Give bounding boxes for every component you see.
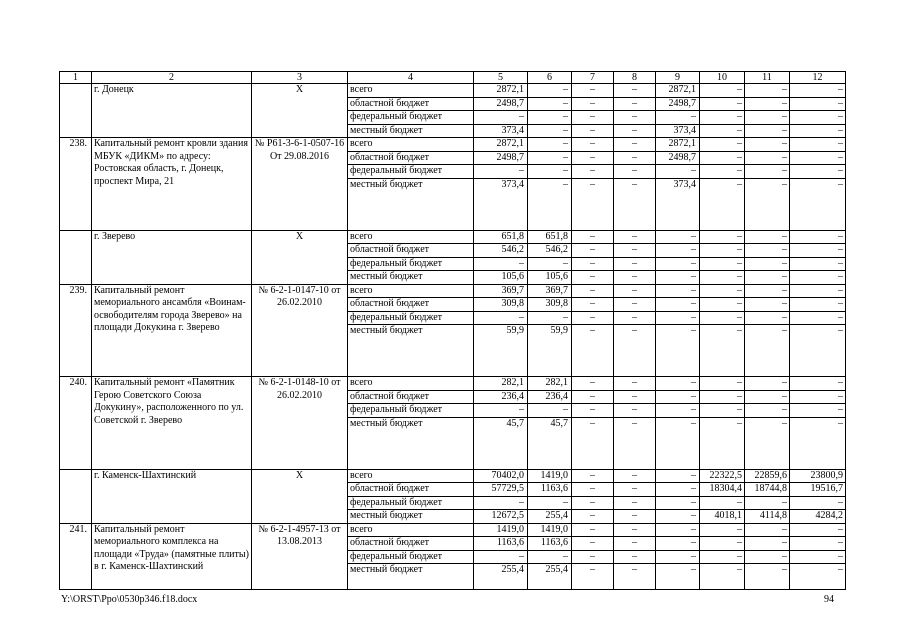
amount-cell: – [614,404,656,418]
item-row [60,138,846,152]
amount-cell: – [656,417,700,469]
amount-cell: 2498,7 [656,97,700,111]
amount-cell: – [572,564,614,590]
amount-cell: – [572,178,614,230]
budget-type-cell: областной бюджет [348,244,474,258]
object-name-cell: г. Донецк [92,84,252,138]
amount-cell: 1163,6 [528,537,572,551]
amount-cell: – [614,496,656,510]
amount-cell: 1163,6 [474,537,528,551]
amount-cell: – [656,244,700,258]
amount-cell: – [528,178,572,230]
object-name-cell: Капитальный ремонт кровли здания МБУК «ДИКМ» по адресу: Ростовская область, г. Донецк, проспект Мира, 21 [92,138,252,231]
amount-cell: – [528,311,572,325]
footer-file-path: Y:\ORST\Ppo\0530p346.f18.docx [61,594,198,605]
amount-cell: – [614,257,656,271]
amount-cell: – [790,271,846,285]
amount-cell: – [745,97,790,111]
amount-cell: 369,7 [528,284,572,298]
amount-cell: 236,4 [528,390,572,404]
amount-cell: – [528,111,572,125]
amount-cell: – [790,178,846,230]
amount-cell: – [572,271,614,285]
budget-type-cell: областной бюджет [348,483,474,497]
city-row [60,84,846,98]
amount-cell: – [790,311,846,325]
amount-cell: 2872,1 [474,84,528,98]
document-cell: Х [252,469,348,523]
amount-cell: – [614,537,656,551]
amount-cell: – [614,483,656,497]
budget-type-cell: областной бюджет [348,298,474,312]
amount-cell: – [614,271,656,285]
amount-cell: – [745,84,790,98]
amount-cell: 22322,5 [700,469,745,483]
amount-cell: – [656,298,700,312]
amount-cell: – [745,496,790,510]
amount-cell: – [572,510,614,524]
amount-cell: 651,8 [528,230,572,244]
column-number-header [60,72,846,84]
row-number-cell: 239. [60,284,92,377]
amount-cell: – [572,325,614,377]
amount-cell: – [572,97,614,111]
amount-cell: – [572,151,614,165]
amount-cell: – [745,564,790,590]
amount-cell: – [572,469,614,483]
document-cell: Х [252,230,348,284]
amount-cell: – [700,178,745,230]
header-cell: 10 [700,72,745,84]
header-cell: 4 [348,72,474,84]
item-row [60,523,846,537]
amount-cell: – [700,325,745,377]
amount-cell: – [528,165,572,179]
amount-cell: – [614,230,656,244]
object-name-cell: Капитальный ремонт мемориального ансамбля «Воинам-освободителям города Зверево» на площади Докукина г. Зверево [92,284,252,377]
amount-cell: – [528,97,572,111]
amount-cell: – [745,165,790,179]
amount-cell: – [572,298,614,312]
amount-cell: – [700,97,745,111]
amount-cell: – [790,124,846,138]
amount-cell: – [614,151,656,165]
amount-cell: – [656,483,700,497]
amount-cell: – [700,138,745,152]
amount-cell: – [790,377,846,391]
header-cell: 1 [60,72,92,84]
amount-cell: 18304,4 [700,483,745,497]
amount-cell: – [790,97,846,111]
amount-cell: – [614,84,656,98]
amount-cell: – [656,496,700,510]
amount-cell: 1419,0 [474,523,528,537]
row-number-cell: 238. [60,138,92,231]
amount-cell: – [656,284,700,298]
header-cell: 6 [528,72,572,84]
header-cell: 9 [656,72,700,84]
amount-cell: – [656,537,700,551]
amount-cell: – [614,510,656,524]
budget-type-cell: областной бюджет [348,97,474,111]
amount-cell: – [700,111,745,125]
amount-cell: – [745,284,790,298]
amount-cell: – [528,124,572,138]
amount-cell: – [474,311,528,325]
amount-cell: – [745,550,790,564]
budget-type-cell: местный бюджет [348,271,474,285]
amount-cell: 373,4 [474,124,528,138]
amount-cell: – [572,284,614,298]
amount-cell: – [572,390,614,404]
amount-cell: 22859,6 [745,469,790,483]
amount-cell: – [572,550,614,564]
amount-cell: – [745,271,790,285]
amount-cell: – [700,390,745,404]
amount-cell: – [745,404,790,418]
table-body [60,72,846,590]
amount-cell: – [700,151,745,165]
amount-cell: – [572,257,614,271]
document-cell: № 6-2-1-4957-13 от 13.08.2013 [252,523,348,590]
row-number-cell [60,469,92,523]
amount-cell: – [656,325,700,377]
amount-cell: – [656,311,700,325]
amount-cell: – [790,417,846,469]
budget-type-cell: местный бюджет [348,564,474,590]
amount-cell: – [614,244,656,258]
amount-cell: 373,4 [656,178,700,230]
amount-cell: – [745,124,790,138]
amount-cell: – [614,97,656,111]
amount-cell: 282,1 [528,377,572,391]
item-row [60,284,846,298]
amount-cell: – [528,257,572,271]
budget-type-cell: местный бюджет [348,124,474,138]
amount-cell: – [745,523,790,537]
document-cell: № 6-2-1-0147-10 от 26.02.2010 [252,284,348,377]
amount-cell: – [656,390,700,404]
amount-cell: – [790,111,846,125]
amount-cell: – [528,550,572,564]
amount-cell: – [474,496,528,510]
amount-cell: 2872,1 [474,138,528,152]
amount-cell: – [700,564,745,590]
amount-cell: – [745,138,790,152]
header-cell: 12 [790,72,846,84]
object-name-cell: Капитальный ремонт мемориального комплекса на площади «Труда» (памятные плиты) в г. Каменск-Шахтинский [92,523,252,590]
document-cell: № 6-2-1-0148-10 от 26.02.2010 [252,377,348,470]
amount-cell: – [614,178,656,230]
amount-cell: – [656,111,700,125]
amount-cell: – [572,124,614,138]
amount-cell: – [700,311,745,325]
amount-cell: 309,8 [528,298,572,312]
amount-cell: 1419,0 [528,469,572,483]
budget-type-cell: местный бюджет [348,417,474,469]
header-cell: 2 [92,72,252,84]
budget-table [59,71,846,590]
amount-cell: – [790,257,846,271]
amount-cell: – [614,111,656,125]
amount-cell: 282,1 [474,377,528,391]
amount-cell: 4018,1 [700,510,745,524]
amount-cell: – [700,257,745,271]
amount-cell: – [656,257,700,271]
row-number-cell: 240. [60,377,92,470]
budget-type-cell: всего [348,377,474,391]
budget-type-cell: местный бюджет [348,510,474,524]
amount-cell: – [700,124,745,138]
budget-type-cell: всего [348,84,474,98]
amount-cell: – [474,111,528,125]
amount-cell: – [572,111,614,125]
object-name-cell: г. Зверево [92,230,252,284]
amount-cell: – [572,483,614,497]
amount-cell: 12672,5 [474,510,528,524]
amount-cell: – [745,325,790,377]
budget-type-cell: федеральный бюджет [348,111,474,125]
document-cell: № Р61-3-6-1-0507-16 От 29.08.2016 [252,138,348,231]
amount-cell: – [790,537,846,551]
amount-cell: – [528,496,572,510]
amount-cell: – [700,230,745,244]
amount-cell: – [572,84,614,98]
amount-cell: – [656,271,700,285]
amount-cell: – [572,311,614,325]
budget-type-cell: федеральный бюджет [348,311,474,325]
amount-cell: 309,8 [474,298,528,312]
amount-cell: – [572,417,614,469]
amount-cell: – [614,124,656,138]
amount-cell: – [790,284,846,298]
row-number-cell [60,84,92,138]
amount-cell: – [614,138,656,152]
amount-cell: – [572,165,614,179]
amount-cell: 70402,0 [474,469,528,483]
amount-cell: 18744,8 [745,483,790,497]
amount-cell: – [700,417,745,469]
amount-cell: 1419,0 [528,523,572,537]
document-cell: Х [252,84,348,138]
amount-cell: – [474,404,528,418]
amount-cell: 105,6 [528,271,572,285]
amount-cell: – [614,298,656,312]
amount-cell: – [474,550,528,564]
amount-cell: – [745,244,790,258]
amount-cell: – [790,404,846,418]
item-row [60,377,846,391]
budget-type-cell: федеральный бюджет [348,550,474,564]
amount-cell: – [572,496,614,510]
amount-cell: 236,4 [474,390,528,404]
page-number: 94 [824,594,834,605]
budget-type-cell: всего [348,523,474,537]
amount-cell: – [614,284,656,298]
amount-cell: 4114,8 [745,510,790,524]
amount-cell: 255,4 [528,564,572,590]
amount-cell: – [614,564,656,590]
amount-cell: 19516,7 [790,483,846,497]
amount-cell: – [790,390,846,404]
amount-cell: – [572,230,614,244]
amount-cell: – [474,165,528,179]
amount-cell: 2498,7 [474,97,528,111]
amount-cell: 546,2 [474,244,528,258]
amount-cell: – [790,244,846,258]
amount-cell: 59,9 [528,325,572,377]
amount-cell: – [745,537,790,551]
amount-cell: – [474,257,528,271]
amount-cell: – [745,377,790,391]
amount-cell: – [700,244,745,258]
budget-type-cell: всего [348,469,474,483]
amount-cell: – [614,377,656,391]
amount-cell: – [745,257,790,271]
budget-type-cell: областной бюджет [348,151,474,165]
object-name-cell: Капитальный ремонт «Памятник Герою Советского Союза Докукину», расположенного по ул. Советской г. Зверево [92,377,252,470]
amount-cell: – [790,151,846,165]
amount-cell: – [790,523,846,537]
amount-cell: – [614,550,656,564]
amount-cell: – [700,496,745,510]
amount-cell: 2498,7 [474,151,528,165]
header-cell: 8 [614,72,656,84]
amount-cell: 57729,5 [474,483,528,497]
amount-cell: – [656,469,700,483]
amount-cell: 2872,1 [656,84,700,98]
amount-cell: 59,9 [474,325,528,377]
city-row [60,469,846,483]
amount-cell: – [790,550,846,564]
amount-cell: – [745,230,790,244]
header-cell: 11 [745,72,790,84]
budget-type-cell: всего [348,230,474,244]
amount-cell: 45,7 [528,417,572,469]
amount-cell: – [656,550,700,564]
header-cell: 5 [474,72,528,84]
amount-cell: – [614,417,656,469]
amount-cell: – [700,537,745,551]
amount-cell: – [656,564,700,590]
amount-cell: – [572,244,614,258]
amount-cell: – [572,138,614,152]
budget-type-cell: федеральный бюджет [348,257,474,271]
amount-cell: – [790,84,846,98]
amount-cell: – [656,523,700,537]
amount-cell: – [614,523,656,537]
amount-cell: – [572,537,614,551]
object-name-cell: г. Каменск-Шахтинский [92,469,252,523]
amount-cell: 651,8 [474,230,528,244]
amount-cell: – [614,311,656,325]
city-row [60,230,846,244]
amount-cell: 2498,7 [656,151,700,165]
budget-type-cell: всего [348,138,474,152]
amount-cell: – [700,550,745,564]
row-number-cell [60,230,92,284]
budget-type-cell: областной бюджет [348,537,474,551]
amount-cell: – [572,523,614,537]
amount-cell: – [790,165,846,179]
budget-type-cell: федеральный бюджет [348,404,474,418]
amount-cell: – [656,165,700,179]
amount-cell: 369,7 [474,284,528,298]
amount-cell: – [614,469,656,483]
budget-type-cell: местный бюджет [348,178,474,230]
header-cell: 7 [572,72,614,84]
budget-type-cell: федеральный бюджет [348,165,474,179]
amount-cell: – [790,230,846,244]
amount-cell: 4284,2 [790,510,846,524]
amount-cell: – [614,390,656,404]
budget-type-cell: областной бюджет [348,390,474,404]
amount-cell: – [528,138,572,152]
amount-cell: 373,4 [474,178,528,230]
amount-cell: – [528,404,572,418]
amount-cell: – [745,178,790,230]
amount-cell: – [528,84,572,98]
amount-cell: 255,4 [474,564,528,590]
amount-cell: – [700,523,745,537]
amount-cell: – [700,84,745,98]
budget-type-cell: федеральный бюджет [348,496,474,510]
amount-cell: 373,4 [656,124,700,138]
amount-cell: 105,6 [474,271,528,285]
amount-cell: – [745,111,790,125]
amount-cell: – [656,510,700,524]
amount-cell: – [572,377,614,391]
amount-cell: – [745,298,790,312]
amount-cell: – [700,404,745,418]
amount-cell: – [700,165,745,179]
amount-cell: – [790,325,846,377]
budget-type-cell: всего [348,284,474,298]
amount-cell: – [572,404,614,418]
amount-cell: – [745,390,790,404]
amount-cell: – [745,151,790,165]
amount-cell: – [700,377,745,391]
header-cell: 3 [252,72,348,84]
amount-cell: – [614,165,656,179]
amount-cell: 23800,9 [790,469,846,483]
row-number-cell: 241. [60,523,92,590]
amount-cell: – [528,151,572,165]
amount-cell: – [656,230,700,244]
amount-cell: – [790,298,846,312]
amount-cell: 1163,6 [528,483,572,497]
amount-cell: 45,7 [474,417,528,469]
amount-cell: 546,2 [528,244,572,258]
amount-cell: – [700,271,745,285]
amount-cell: – [700,284,745,298]
budget-type-cell: местный бюджет [348,325,474,377]
amount-cell: – [745,417,790,469]
amount-cell: – [790,564,846,590]
amount-cell: – [700,298,745,312]
amount-cell: – [656,377,700,391]
amount-cell: – [790,496,846,510]
amount-cell: – [614,325,656,377]
amount-cell: 255,4 [528,510,572,524]
amount-cell: 2872,1 [656,138,700,152]
amount-cell: – [656,404,700,418]
amount-cell: – [790,138,846,152]
amount-cell: – [745,311,790,325]
